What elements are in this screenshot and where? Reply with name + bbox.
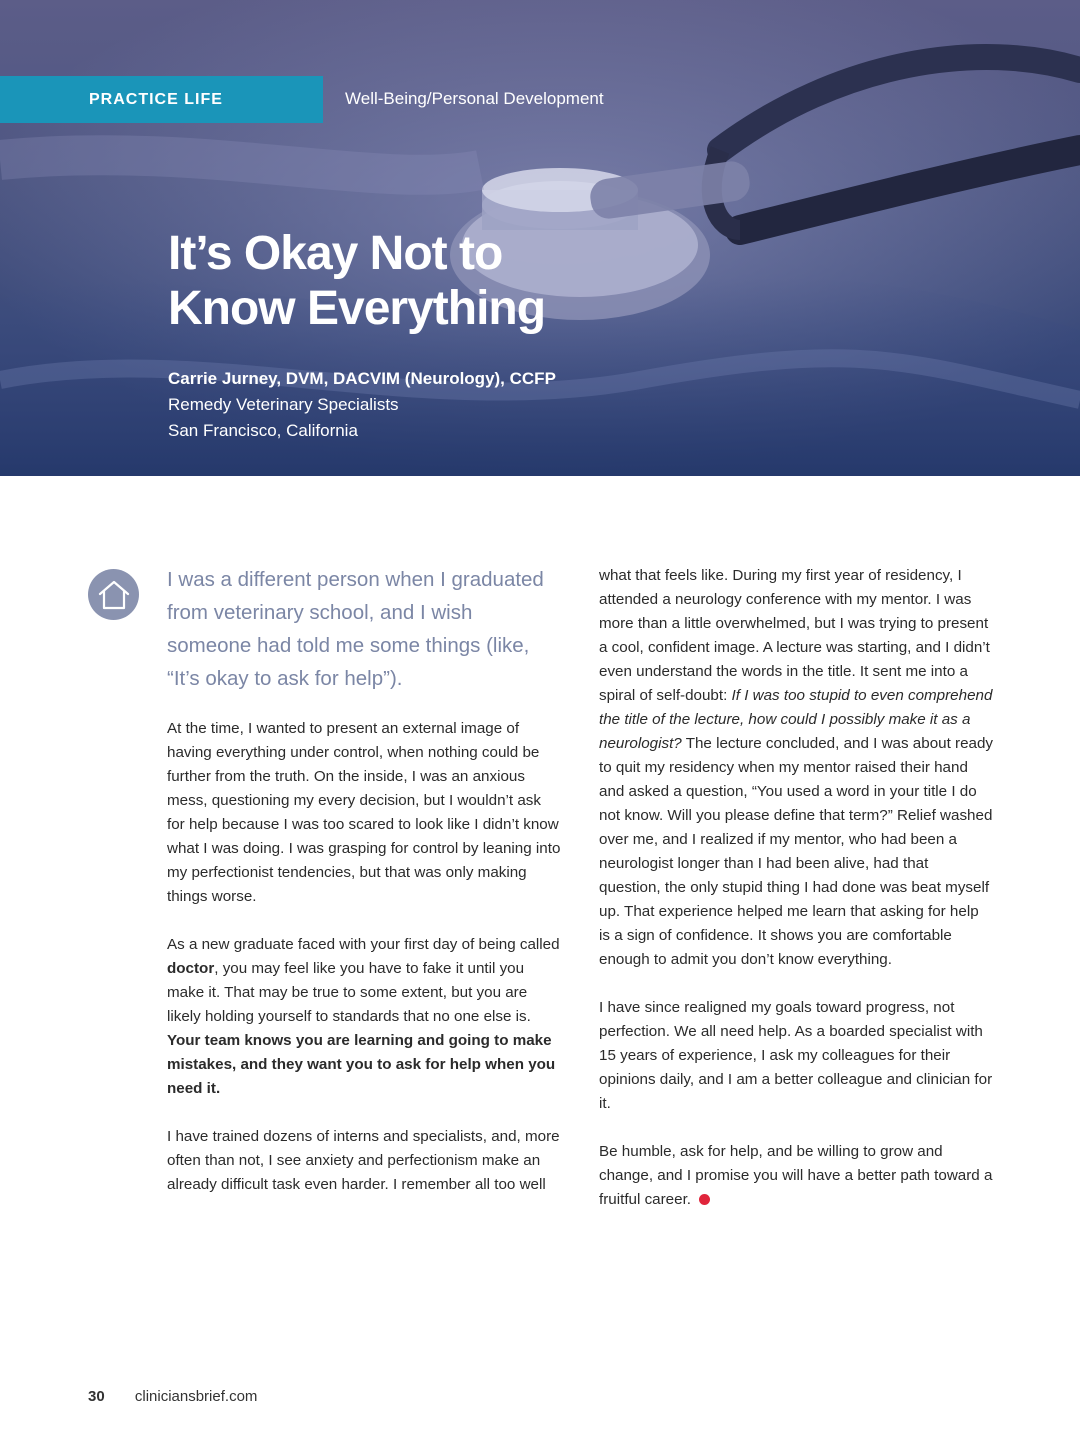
column-left <box>167 563 561 1221</box>
p4-text-1: what that feels like. During my first year of residency, I attended a neurology conference with my mentor. I was more than a little overwhelmed, but I was trying to present a cool, confident image. A lecture was starting, and I didn’t even understand the words in the title. It sent me into a spiral of self-doubt: <box>599 567 990 704</box>
p2-text-2: , you may feel like you have to fake it until you make it. That may be true to some extent, but you are likely holding yourself to standards that no one else is. <box>167 960 531 1025</box>
author-location: San Francisco, California <box>168 421 358 440</box>
body-paragraph-5: I have since realigned my goals toward progress, not perfection. We all need help. As a boarded specialist with 15 years of experience, I ask my colleagues for their opinions daily, and I am a better colleague and clinician for it. <box>599 999 993 1112</box>
p6-text: Be humble, ask for help, and be willing to grow and change, and I promise you will have a better path toward a fruitful career. <box>599 1143 993 1208</box>
author-block <box>168 366 556 444</box>
lead-paragraph: I was a different person when I graduated from veterinary school, and I wish someone had told me some things (like, “It’s okay to ask for help”). <box>167 568 544 690</box>
author-name: Carrie Jurney, DVM, DACVIM (Neurology), CCFP <box>168 369 556 388</box>
p2-text-1: As a new graduate faced with your first day of being called <box>167 936 560 953</box>
home-icon <box>96 577 132 613</box>
home-badge <box>88 569 139 620</box>
page-number: 30 <box>88 1388 105 1405</box>
body-paragraph-3: I have trained dozens of interns and specialists, and, more often than not, I see anxiety and perfectionism make an already difficult task even harder. I remember all too well <box>167 1128 560 1193</box>
site-url[interactable]: cliniciansbrief.com <box>134 1388 258 1405</box>
end-mark <box>699 1194 710 1205</box>
body-paragraph-1: At the time, I wanted to present an external image of having everything under control, when nothing could be further from the truth. On the inside, I was an anxious mess, questioning my every decision, but I wouldn’t ask for help because I was too scared to look like I didn’t know what I was doing. I was grasping for control by leaning into my perfectionist tendencies, but that was only making things worse. <box>167 720 561 905</box>
title-line-2: Know Everything <box>168 282 546 335</box>
title-line-1: It’s Okay Not to <box>168 227 503 280</box>
p2-bold-doctor: doctor <box>167 960 215 977</box>
p2-bold-callout: Your team knows you are learning and going to make mistakes, and they want you to ask for help when you need it. <box>167 1032 556 1097</box>
body-paragraph-6 <box>599 1140 993 1212</box>
page-footer <box>88 1388 257 1405</box>
section-label: PRACTICE LIFE <box>89 90 223 108</box>
category-label: Well-Being/Personal Development <box>345 89 604 108</box>
p4-italic-thought: If I was too stupid to even comprehend the title of the lecture, how could I possibly make it as a neurologist? <box>599 687 993 752</box>
article-title <box>168 226 545 336</box>
body-paragraph-2 <box>167 933 561 1101</box>
section-tab <box>0 76 323 123</box>
body-paragraph-4 <box>599 564 993 972</box>
p4-text-2: The lecture concluded, and I was about ready to quit my residency when my mentor raised their hand and asked a question, “You used a word in your title I do not know. Will you please define that term?” Relief washed over me, and I realized if my mentor, who had been a neurologist longer than I had been alive, had that question, the only stupid thing I had done was beat myself up. That experience helped me learn that asking for help is a sign of confidence. It shows you are comfortable enough to admit you don’t know everything. <box>599 735 994 968</box>
column-right <box>599 564 993 1236</box>
author-affiliation: Remedy Veterinary Specialists <box>168 395 399 414</box>
